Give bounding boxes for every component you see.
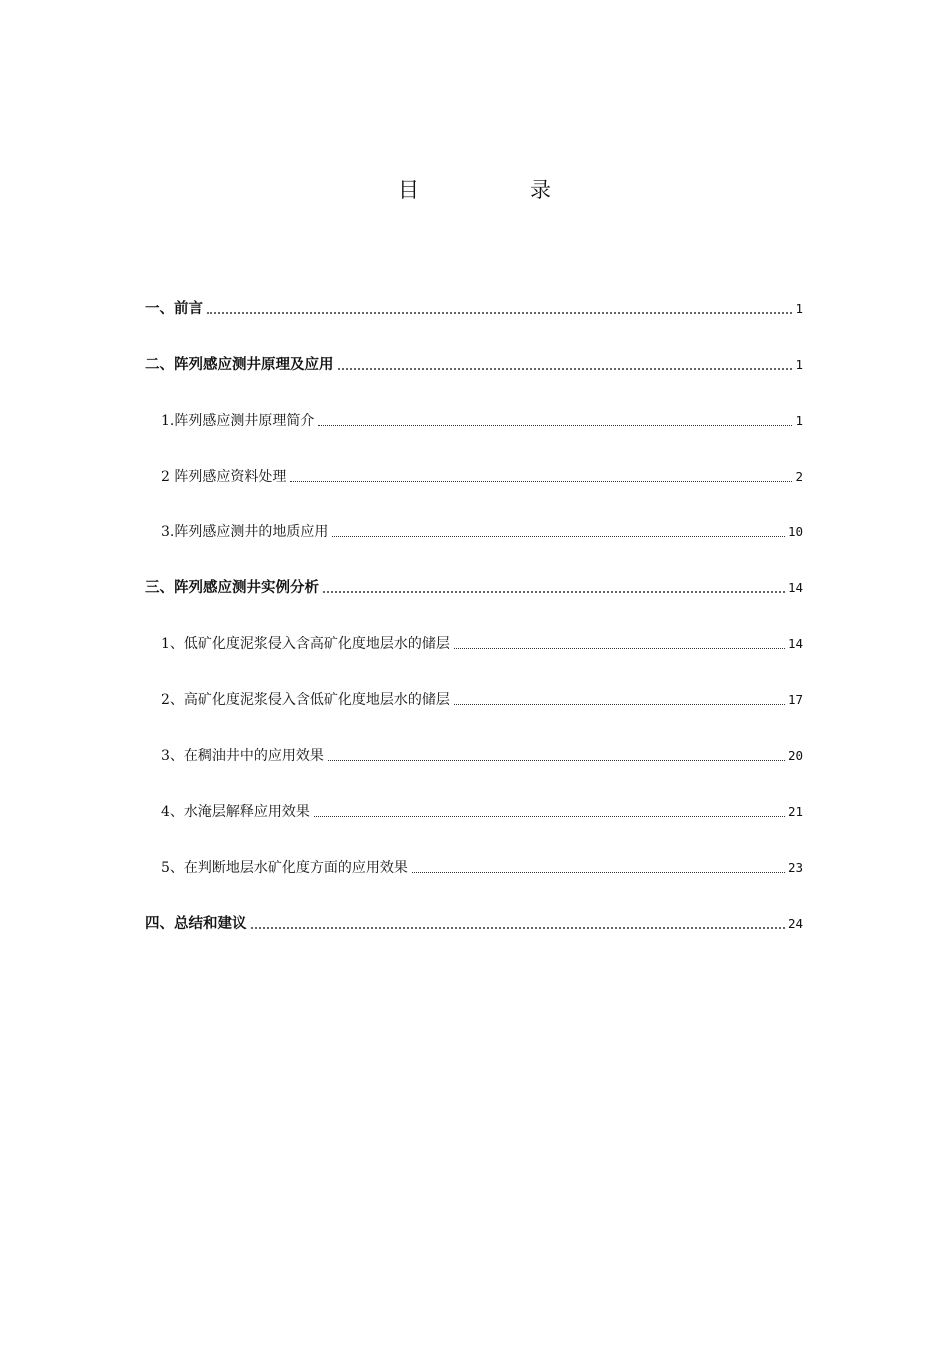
toc-page-number: 17	[787, 692, 803, 707]
toc-page-number: 24	[787, 916, 803, 931]
toc-entry-case-3[interactable]	[161, 745, 803, 765]
toc-leader-dots	[251, 927, 785, 929]
toc-entry-geological-application[interactable]	[161, 521, 803, 541]
title-char-1: 目	[398, 178, 419, 202]
toc-leader-dots	[318, 425, 792, 426]
toc-leader-dots	[332, 536, 785, 537]
toc-entry-case-1[interactable]	[161, 633, 803, 653]
toc-entry-label: 2 阵列感应资料处理	[161, 469, 287, 485]
toc-entry-label: 3.阵列感应测井的地质应用	[161, 524, 329, 540]
toc-page-number: 23	[787, 860, 803, 875]
toc-leader-dots	[338, 368, 793, 370]
toc-entry-data-processing[interactable]	[161, 466, 803, 486]
toc-leader-dots	[314, 816, 785, 817]
toc-entry-case-2[interactable]	[161, 689, 803, 709]
toc-page-number: 2	[795, 469, 803, 484]
toc-leader-dots	[412, 872, 785, 873]
toc-entry-label: 3、在稠油井中的应用效果	[161, 748, 324, 764]
toc-entry-label: 二、阵列感应测井原理及应用	[145, 357, 334, 373]
toc-entry-principle-intro[interactable]	[161, 410, 803, 430]
toc-page-number: 1	[795, 413, 803, 428]
toc-entry-label: 2、高矿化度泥浆侵入含低矿化度地层水的储层	[161, 692, 450, 708]
toc-leader-dots	[290, 481, 792, 482]
toc-entry-label: 三、阵列感应测井实例分析	[145, 580, 319, 596]
toc-page-number: 21	[787, 804, 803, 819]
toc-entry-preface[interactable]	[145, 298, 803, 318]
toc-page-number: 14	[787, 580, 803, 595]
toc-leader-dots	[328, 760, 785, 761]
toc-entry-case-5[interactable]	[161, 857, 803, 877]
toc-entry-label: 四、总结和建议	[145, 916, 247, 932]
toc-entry-case-analysis[interactable]	[145, 577, 803, 597]
toc-entry-summary[interactable]	[145, 913, 803, 933]
toc-leader-dots	[207, 312, 792, 314]
toc-entry-case-4[interactable]	[161, 801, 803, 821]
toc-page-number: 10	[787, 524, 803, 539]
toc-page-number: 1	[795, 357, 803, 372]
toc-page-number: 1	[795, 301, 803, 316]
toc-leader-dots	[454, 704, 785, 705]
toc-entry-label: 一、前言	[145, 301, 203, 317]
toc-entry-label: 4、水淹层解释应用效果	[161, 804, 310, 820]
toc-page-number: 20	[787, 748, 803, 763]
toc-leader-dots	[454, 648, 785, 649]
toc-entry-label: 1、低矿化度泥浆侵入含高矿化度地层水的储层	[161, 636, 450, 652]
page-title	[0, 176, 950, 206]
toc-entry-label: 1.阵列感应测井原理简介	[161, 413, 315, 429]
toc-page-number: 14	[787, 636, 803, 651]
toc-leader-dots	[323, 591, 785, 593]
toc-entry-principle-application[interactable]	[145, 354, 803, 374]
title-char-2: 录	[530, 178, 551, 202]
toc-entry-label: 5、在判断地层水矿化度方面的应用效果	[161, 860, 408, 876]
